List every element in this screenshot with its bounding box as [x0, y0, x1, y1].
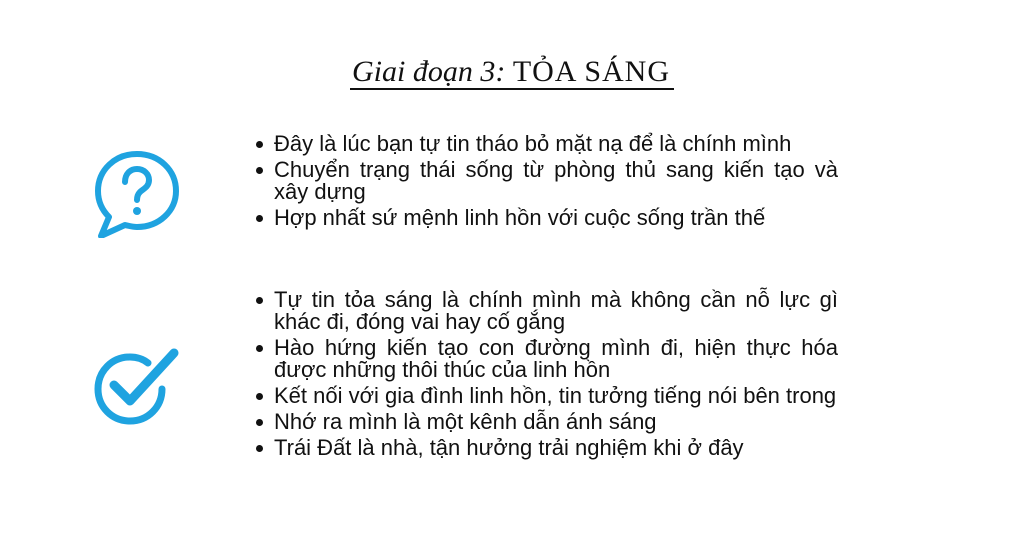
title-prefix: Giai đoạn 3:: [351, 55, 506, 88]
list-item: Kết nối với gia đình linh hồn, tin tưởng tiếng nói bên trong: [254, 385, 838, 407]
title-underlined: [350, 56, 674, 90]
question-bubble-icon: [92, 150, 182, 238]
list-item: Hào hứng kiến tạo con đường mình đi, hiện thực hóa được những thôi thúc của linh hồn: [254, 337, 838, 381]
page-title: [0, 52, 1024, 92]
checkmark-circle-icon: [90, 345, 180, 429]
list-item: Đây là lúc bạn tự tin tháo bỏ mặt nạ để là chính mình: [254, 133, 838, 155]
list-item: Tự tin tỏa sáng là chính mình mà không cần nỗ lực gì khác đi, đóng vai hay cố gắng: [254, 289, 838, 333]
section-1-list: [254, 133, 838, 233]
section-2-list: [254, 289, 838, 463]
list-item: Hợp nhất sứ mệnh linh hồn với cuộc sống trần thế: [254, 207, 838, 229]
list-item: Chuyển trạng thái sống từ phòng thủ sang kiến tạo và xây dựng: [254, 159, 838, 203]
list-item: Trái Đất là nhà, tận hưởng trải nghiệm khi ở đây: [254, 437, 838, 459]
list-item: Nhớ ra mình là một kênh dẫn ánh sáng: [254, 411, 838, 433]
title-main: TỎA SÁNG: [512, 55, 670, 88]
